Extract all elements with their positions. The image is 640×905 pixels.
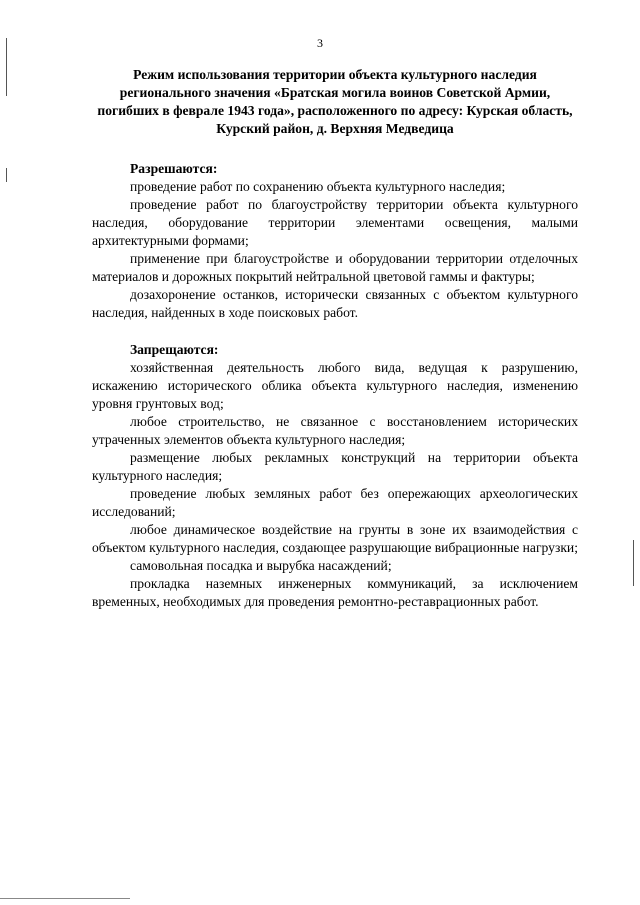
forbidden-item: любое динамическое воздействие на грунты в зоне их взаимодействия с объектом культурного наследия, создающее разрушающие вибрационные нагрузки; [92,522,578,555]
forbidden-item: самовольная посадка и вырубка насаждений; [130,558,392,573]
scan-edge-mark-right [633,540,634,586]
page-number: 3 [317,36,323,50]
forbidden-heading: Запрещаются: [130,342,219,357]
forbidden-item: любое строительство, не связанное с восстановлением исторических утраченных элементов объекта культурного наследия; [92,414,578,447]
allowed-item: проведение работ по сохранению объекта культурного наследия; [130,179,506,194]
forbidden-item: проведение любых земляных работ без опережающих археологических исследований; [92,486,578,519]
forbidden-item: прокладка наземных инженерных коммуникаций, за исключением временных, необходимых для проведения ремонтно-реставрационных работ. [92,576,578,609]
forbidden-item: хозяйственная деятельность любого вида, ведущая к разрушению, искажению исторического облика объекта культурного наследия, изменению уровня грунтовых вод; [92,360,578,411]
allowed-item: проведение работ по благоустройству территории объекта культурного наследия, оборудование территории элементами освещения, малыми архитектурными формами; [92,197,578,248]
document-body [92,160,578,611]
allowed-item: применение при благоустройстве и оборудовании территории отделочных материалов и дорожных покрытий нейтральной цветовой гаммы и фактуры; [92,251,578,284]
scan-edge-mark-bottom [0,898,130,899]
section-spacer [92,322,578,341]
scan-edge-mark-left-mid [6,168,7,182]
allowed-heading: Разрешаются: [130,161,218,176]
allowed-item: дозахоронение останков, исторически связанных с объектом культурного наследия, найденных в ходе поисковых работ. [92,287,578,320]
forbidden-item: размещение любых рекламных конструкций на территории объекта культурного наследия; [92,450,578,483]
document-title: Режим использования территории объекта культурного наследия регионального значения «Братская могила воинов Советской Армии, погибших в феврале 1943 года», расположенного по адресу: Курская область, Курский район, д. Верхняя Медведица [97,67,573,136]
